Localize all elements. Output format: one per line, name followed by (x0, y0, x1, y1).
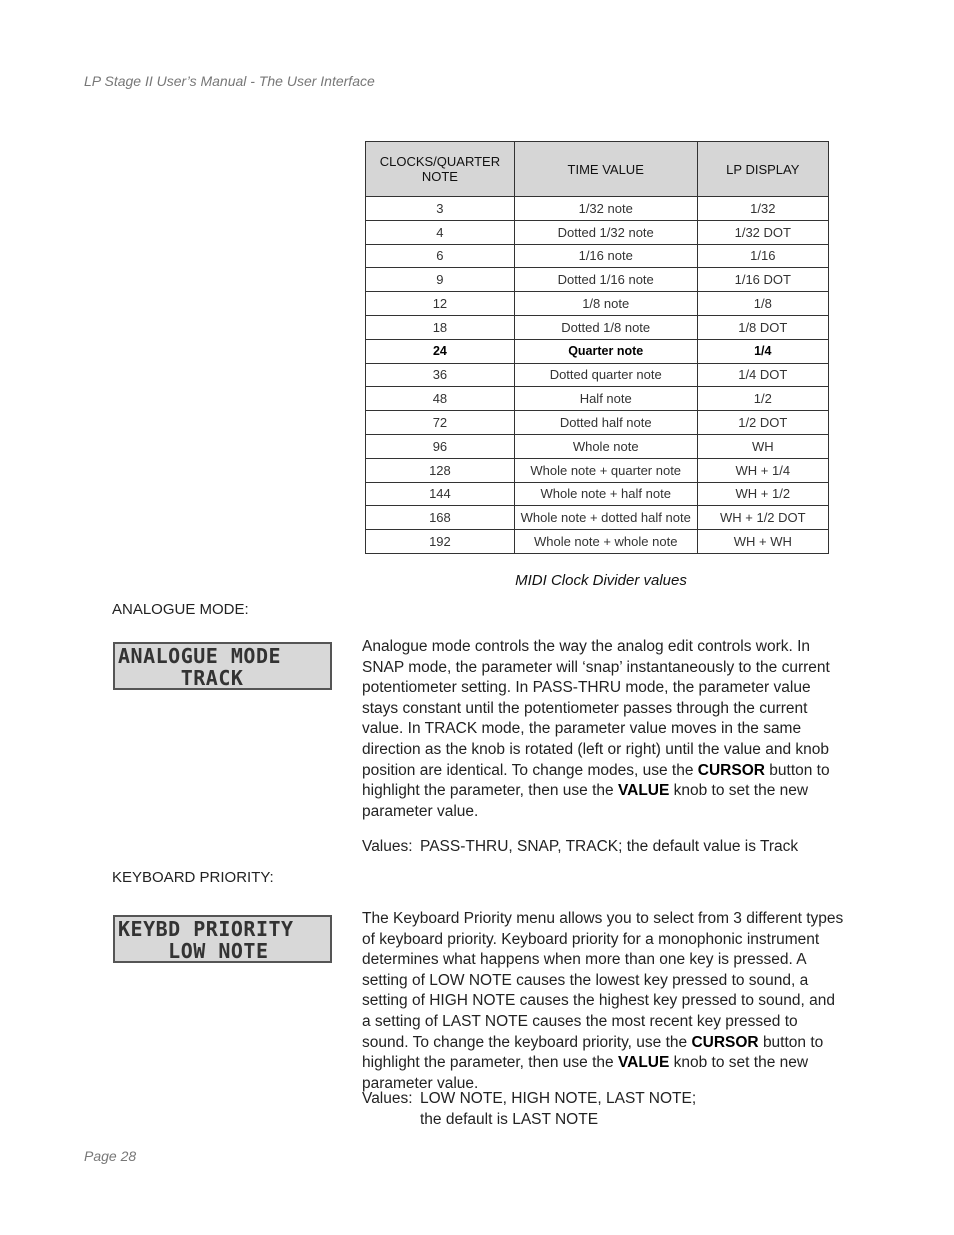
cell-lp-display: 1/2 (697, 387, 828, 411)
cell-lp-display: WH (697, 434, 828, 458)
analogue-mode-heading: ANALOGUE MODE: (112, 601, 249, 618)
table-row (366, 434, 829, 458)
table-row (366, 363, 829, 387)
cell-clocks: 18 (366, 315, 515, 339)
keyboard-priority-description (362, 909, 844, 1094)
cell-clocks: 4 (366, 220, 515, 244)
cell-lp-display: WH + 1/2 (697, 482, 828, 506)
lcd-line-2: TRACK (118, 666, 244, 690)
value-keyword: VALUE (617, 782, 670, 800)
cell-time-value: Whole note + whole note (514, 530, 697, 554)
cell-clocks: 9 (366, 268, 515, 292)
cell-time-value: Dotted 1/16 note (514, 268, 697, 292)
lcd-line-2: LOW NOTE (118, 939, 269, 963)
table-row (366, 292, 829, 316)
cursor-keyword: CURSOR (697, 761, 765, 779)
values-label: Values: (362, 838, 413, 855)
lcd-line-1: KEYBD PRIORITY (118, 917, 294, 941)
cell-time-value: Whole note + dotted half note (514, 506, 697, 530)
table-row (366, 387, 829, 411)
description-text: button to highlight the parameter, then use the (362, 1033, 824, 1072)
keyboard-priority-heading: KEYBOARD PRIORITY: (112, 869, 274, 886)
cell-lp-display: WH + WH (697, 530, 828, 554)
analogue-mode-lcd-display (113, 642, 332, 690)
cell-time-value: Half note (514, 387, 697, 411)
values-text: LOW NOTE, HIGH NOTE, LAST NOTE; (420, 1090, 697, 1107)
cell-clocks: 72 (366, 411, 515, 435)
keyboard-priority-values (362, 1088, 696, 1130)
cell-clocks: 36 (366, 363, 515, 387)
values-label: Values: (362, 1090, 413, 1107)
cell-lp-display: 1/2 DOT (697, 411, 828, 435)
cell-clocks: 48 (366, 387, 515, 411)
cell-time-value: Whole note + half note (514, 482, 697, 506)
cell-clocks: 3 (366, 197, 515, 221)
cell-lp-display: 1/8 DOT (697, 315, 828, 339)
cell-clocks: 96 (366, 434, 515, 458)
page-number: Page 28 (84, 1148, 137, 1164)
table-row (366, 315, 829, 339)
table-row (366, 530, 829, 554)
cell-time-value: Quarter note (514, 339, 697, 363)
cell-time-value: Dotted 1/8 note (514, 315, 697, 339)
table-row (366, 411, 829, 435)
cell-time-value: Dotted half note (514, 411, 697, 435)
column-header-lp-display: LP DISPLAY (697, 142, 828, 197)
value-keyword: VALUE (617, 1054, 670, 1072)
cell-lp-display: WH + 1/2 DOT (697, 506, 828, 530)
cell-lp-display: 1/16 (697, 244, 828, 268)
cell-clocks: 12 (366, 292, 515, 316)
analogue-mode-description (362, 637, 844, 822)
table-row (366, 458, 829, 482)
description-text: button to highlight the parameter, then use the (362, 761, 830, 800)
midi-clock-divider-table (365, 141, 829, 554)
cell-time-value: Dotted quarter note (514, 363, 697, 387)
cell-lp-display: 1/4 DOT (697, 363, 828, 387)
cell-time-value: Whole note (514, 434, 697, 458)
cell-lp-display: 1/32 (697, 197, 828, 221)
table-row (366, 506, 829, 530)
description-text: knob to set the new parameter value. (362, 1054, 809, 1092)
cell-time-value: Whole note + quarter note (514, 458, 697, 482)
table-row (366, 339, 829, 363)
table-header-row (366, 142, 829, 197)
cell-clocks: 6 (366, 244, 515, 268)
table-row (366, 268, 829, 292)
cell-clocks: 144 (366, 482, 515, 506)
lcd-line-1: ANALOGUE MODE (118, 644, 282, 668)
description-text: knob to set the new parameter value. (362, 782, 809, 820)
table-row (366, 244, 829, 268)
cell-clocks: 192 (366, 530, 515, 554)
cell-time-value: Dotted 1/32 note (514, 220, 697, 244)
cell-time-value: 1/8 note (514, 292, 697, 316)
cursor-keyword: CURSOR (691, 1033, 759, 1051)
column-header-time-value: TIME VALUE (514, 142, 697, 197)
column-header-clocks: CLOCKS/QUARTER NOTE (366, 142, 515, 197)
table-caption: MIDI Clock Divider values (515, 572, 687, 589)
values-default-text: the default is LAST NOTE (420, 1111, 599, 1128)
cell-lp-display: 1/8 (697, 292, 828, 316)
cell-time-value: 1/16 note (514, 244, 697, 268)
table-row (366, 197, 829, 221)
cell-time-value: 1/32 note (514, 197, 697, 221)
cell-lp-display: 1/16 DOT (697, 268, 828, 292)
cell-lp-display: 1/4 (697, 339, 828, 363)
cell-lp-display: 1/32 DOT (697, 220, 828, 244)
cell-clocks: 128 (366, 458, 515, 482)
analogue-mode-values (362, 836, 798, 857)
cell-lp-display: WH + 1/4 (697, 458, 828, 482)
values-text: PASS-THRU, SNAP, TRACK; the default value is Track (420, 838, 799, 855)
description-text: Analogue mode controls the way the analog edit controls work. In SNAP mode, the parameter will ‘snap’ instantaneously to the current potentiometer setting. In PASS-THRU mode, the parameter value stays constant until the potentiometer passes through the current value. In TRACK mode, the parameter value moves in the same direction as the knob is rotated (left or right) until the value and knob position are identical. To change modes, use the (362, 638, 830, 779)
description-text: The Keyboard Priority menu allows you to select from 3 different types of keyboard priority. Keyboard priority for a monophonic instrument determines what happens when more than one key is pressed. A setting of LOW NOTE causes the lowest key pressed to sound, a setting of HIGH NOTE causes the highest key pressed to sound, and a setting of LAST NOTE causes the most recent key pressed to sound. To change the keyboard priority, use the (362, 910, 844, 1051)
table-row (366, 220, 829, 244)
page-header: LP Stage II User’s Manual - The User Interface (84, 73, 375, 89)
cell-clocks: 168 (366, 506, 515, 530)
table-body (366, 197, 829, 554)
cell-clocks: 24 (366, 339, 515, 363)
keyboard-priority-lcd-display (113, 915, 332, 963)
table-row (366, 482, 829, 506)
